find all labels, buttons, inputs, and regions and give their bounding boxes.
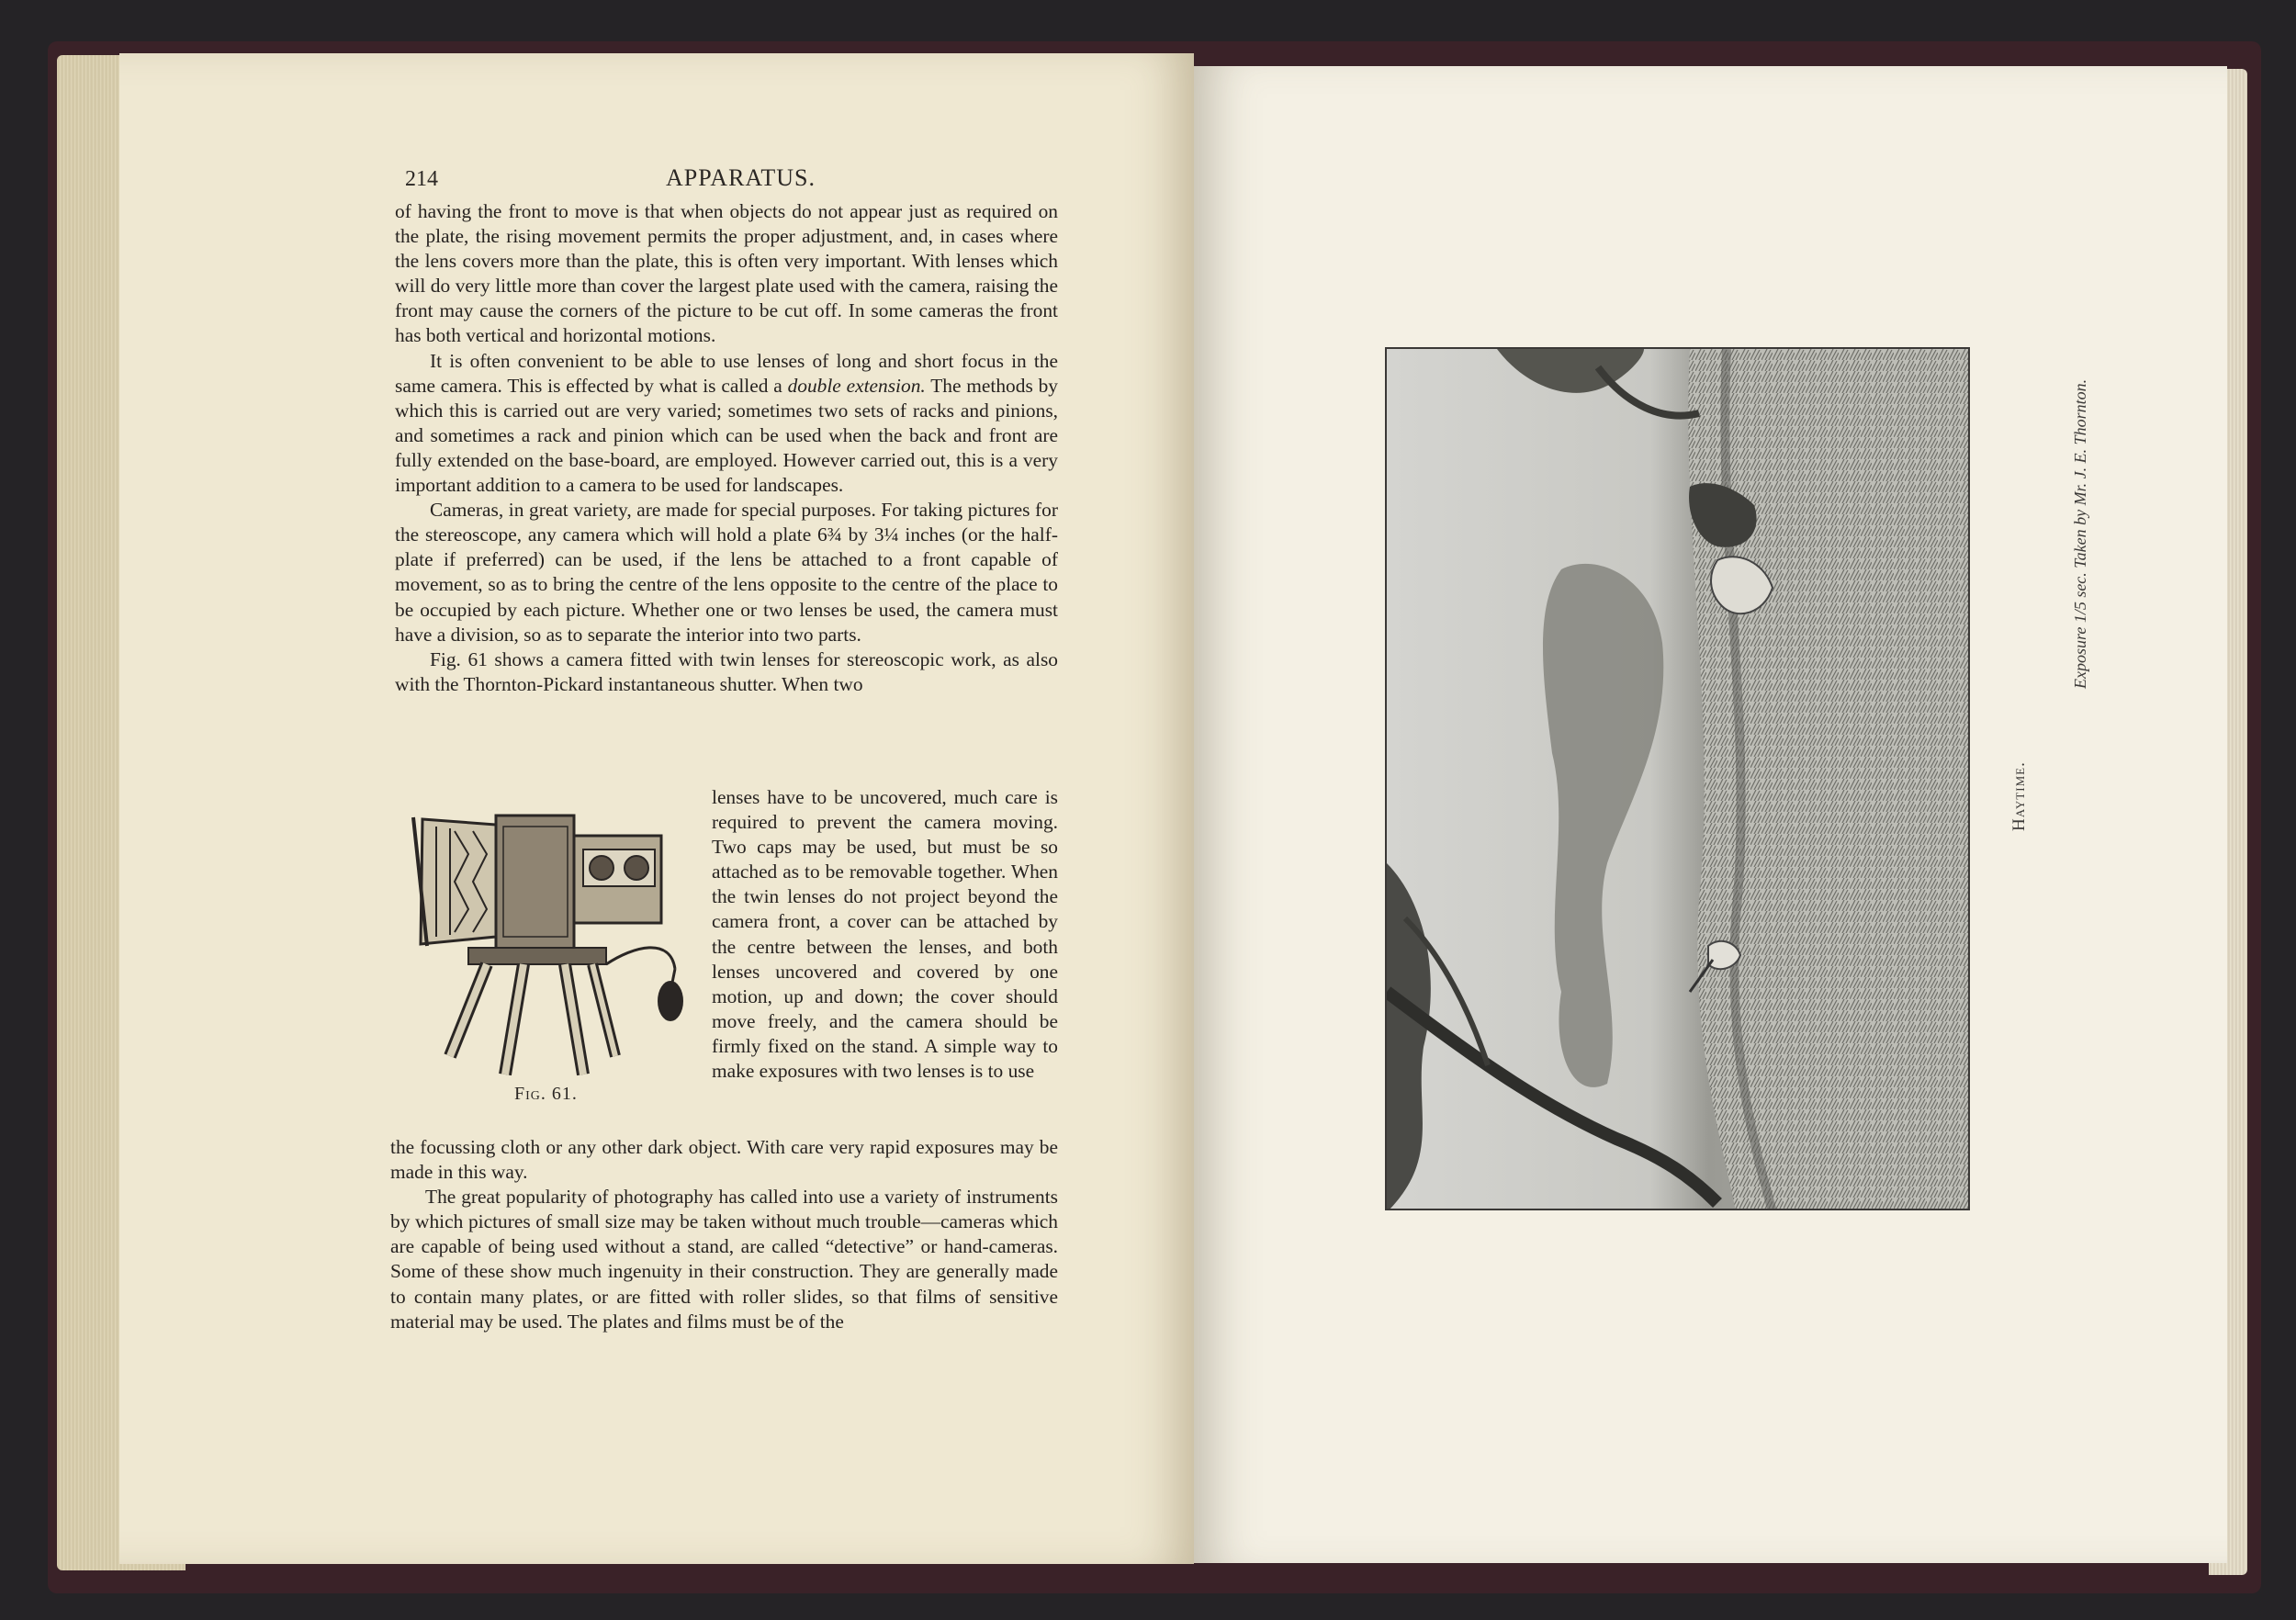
running-head: [280, 112, 1070, 191]
figure-caption: Fig. 61.: [514, 1084, 578, 1104]
camera-illustration: [395, 808, 703, 1084]
paragraph: The great popularity of photography has called into use a variety of instruments by which pictures of small size may be taken without much trouble—cameras which are capable of being used without a stand, are called “detective” or hand-cameras. Some of these show much ingenuity in their construction. They are generally made to contain many plates, or are fitted with roller slides, so that films of sensitive material may be used. The plates and films must be of the: [390, 1186, 1058, 1333]
plate-credit: Exposure 1/5 sec. Taken by Mr. J. E. Thornton.: [2071, 378, 2089, 689]
haytime-photograph: [1385, 347, 1970, 1210]
paragraph: [395, 349, 1058, 499]
paragraph-text: The methods by which this is carried out are very varied; sometimes two sets of racks and pinions, and sometimes a rack and pinion which can be used when the back and front are fully extended on the base-board, are employed. However carried out, this is a very important addition to a camera to be used for landscapes.: [395, 374, 1058, 497]
paragraph: Cameras, in great variety, are made for special purposes. For taking pictures for the stereoscope, any camera which will hold a plate 6¾ by 3¼ inches (or the half-plate if preferred) can be used, if the lens be attached to a front capable of movement, so as to bring the centre of the lens opposite to the centre of the place to be occupied by each picture. Whether one or two lenses be used, the camera must have a division, so as to separate the interior into two parts.: [395, 499, 1058, 646]
body-text-bottom: [390, 1135, 1058, 1334]
paragraph: of having the front to move is that when objects do not appear just as required on the plate, the rising movement permits the proper adjustment, and, in cases where the lens covers more than the plate, this is often very important. With lenses which will do very little more than cover the largest plate used with the camera, raising the front may cause the corners of the picture to be cut off. In some cameras the front has both vertical and horizontal motions.: [395, 200, 1058, 347]
running-title: APPARATUS.: [666, 164, 816, 191]
plate-title: Haytime.: [2009, 761, 2029, 831]
body-text-top: [395, 199, 1058, 697]
paragraph: the focussing cloth or any other dark object. With care very rapid exposures may be made in this way.: [390, 1136, 1058, 1184]
paragraph-text: It is often convenient to be able to use lenses of long and short focus in the same camera. This is effected by what is called a: [395, 349, 1058, 397]
italic-term: double extension.: [787, 374, 926, 397]
paragraph: Fig. 61 shows a camera fitted with twin lenses for stereoscopic work, as also with the Thornton-Pickard instantaneous shutter. When two: [395, 647, 1058, 695]
page-number: 214: [405, 167, 438, 191]
body-text-beside-figure: lenses have to be uncovered, much care is required to prevent the camera moving. Two caps may be used, but must be so attached as to be removable together. When the twin lenses do not project beyond the camera front, a cover can be attached by the centre between the lenses, and both lenses uncovered and covered by one motion, up and down; the cover should move freely, and the camera should be firmly fixed on the stand. A simple way to make exposures with two lenses is to use: [712, 786, 1058, 1083]
